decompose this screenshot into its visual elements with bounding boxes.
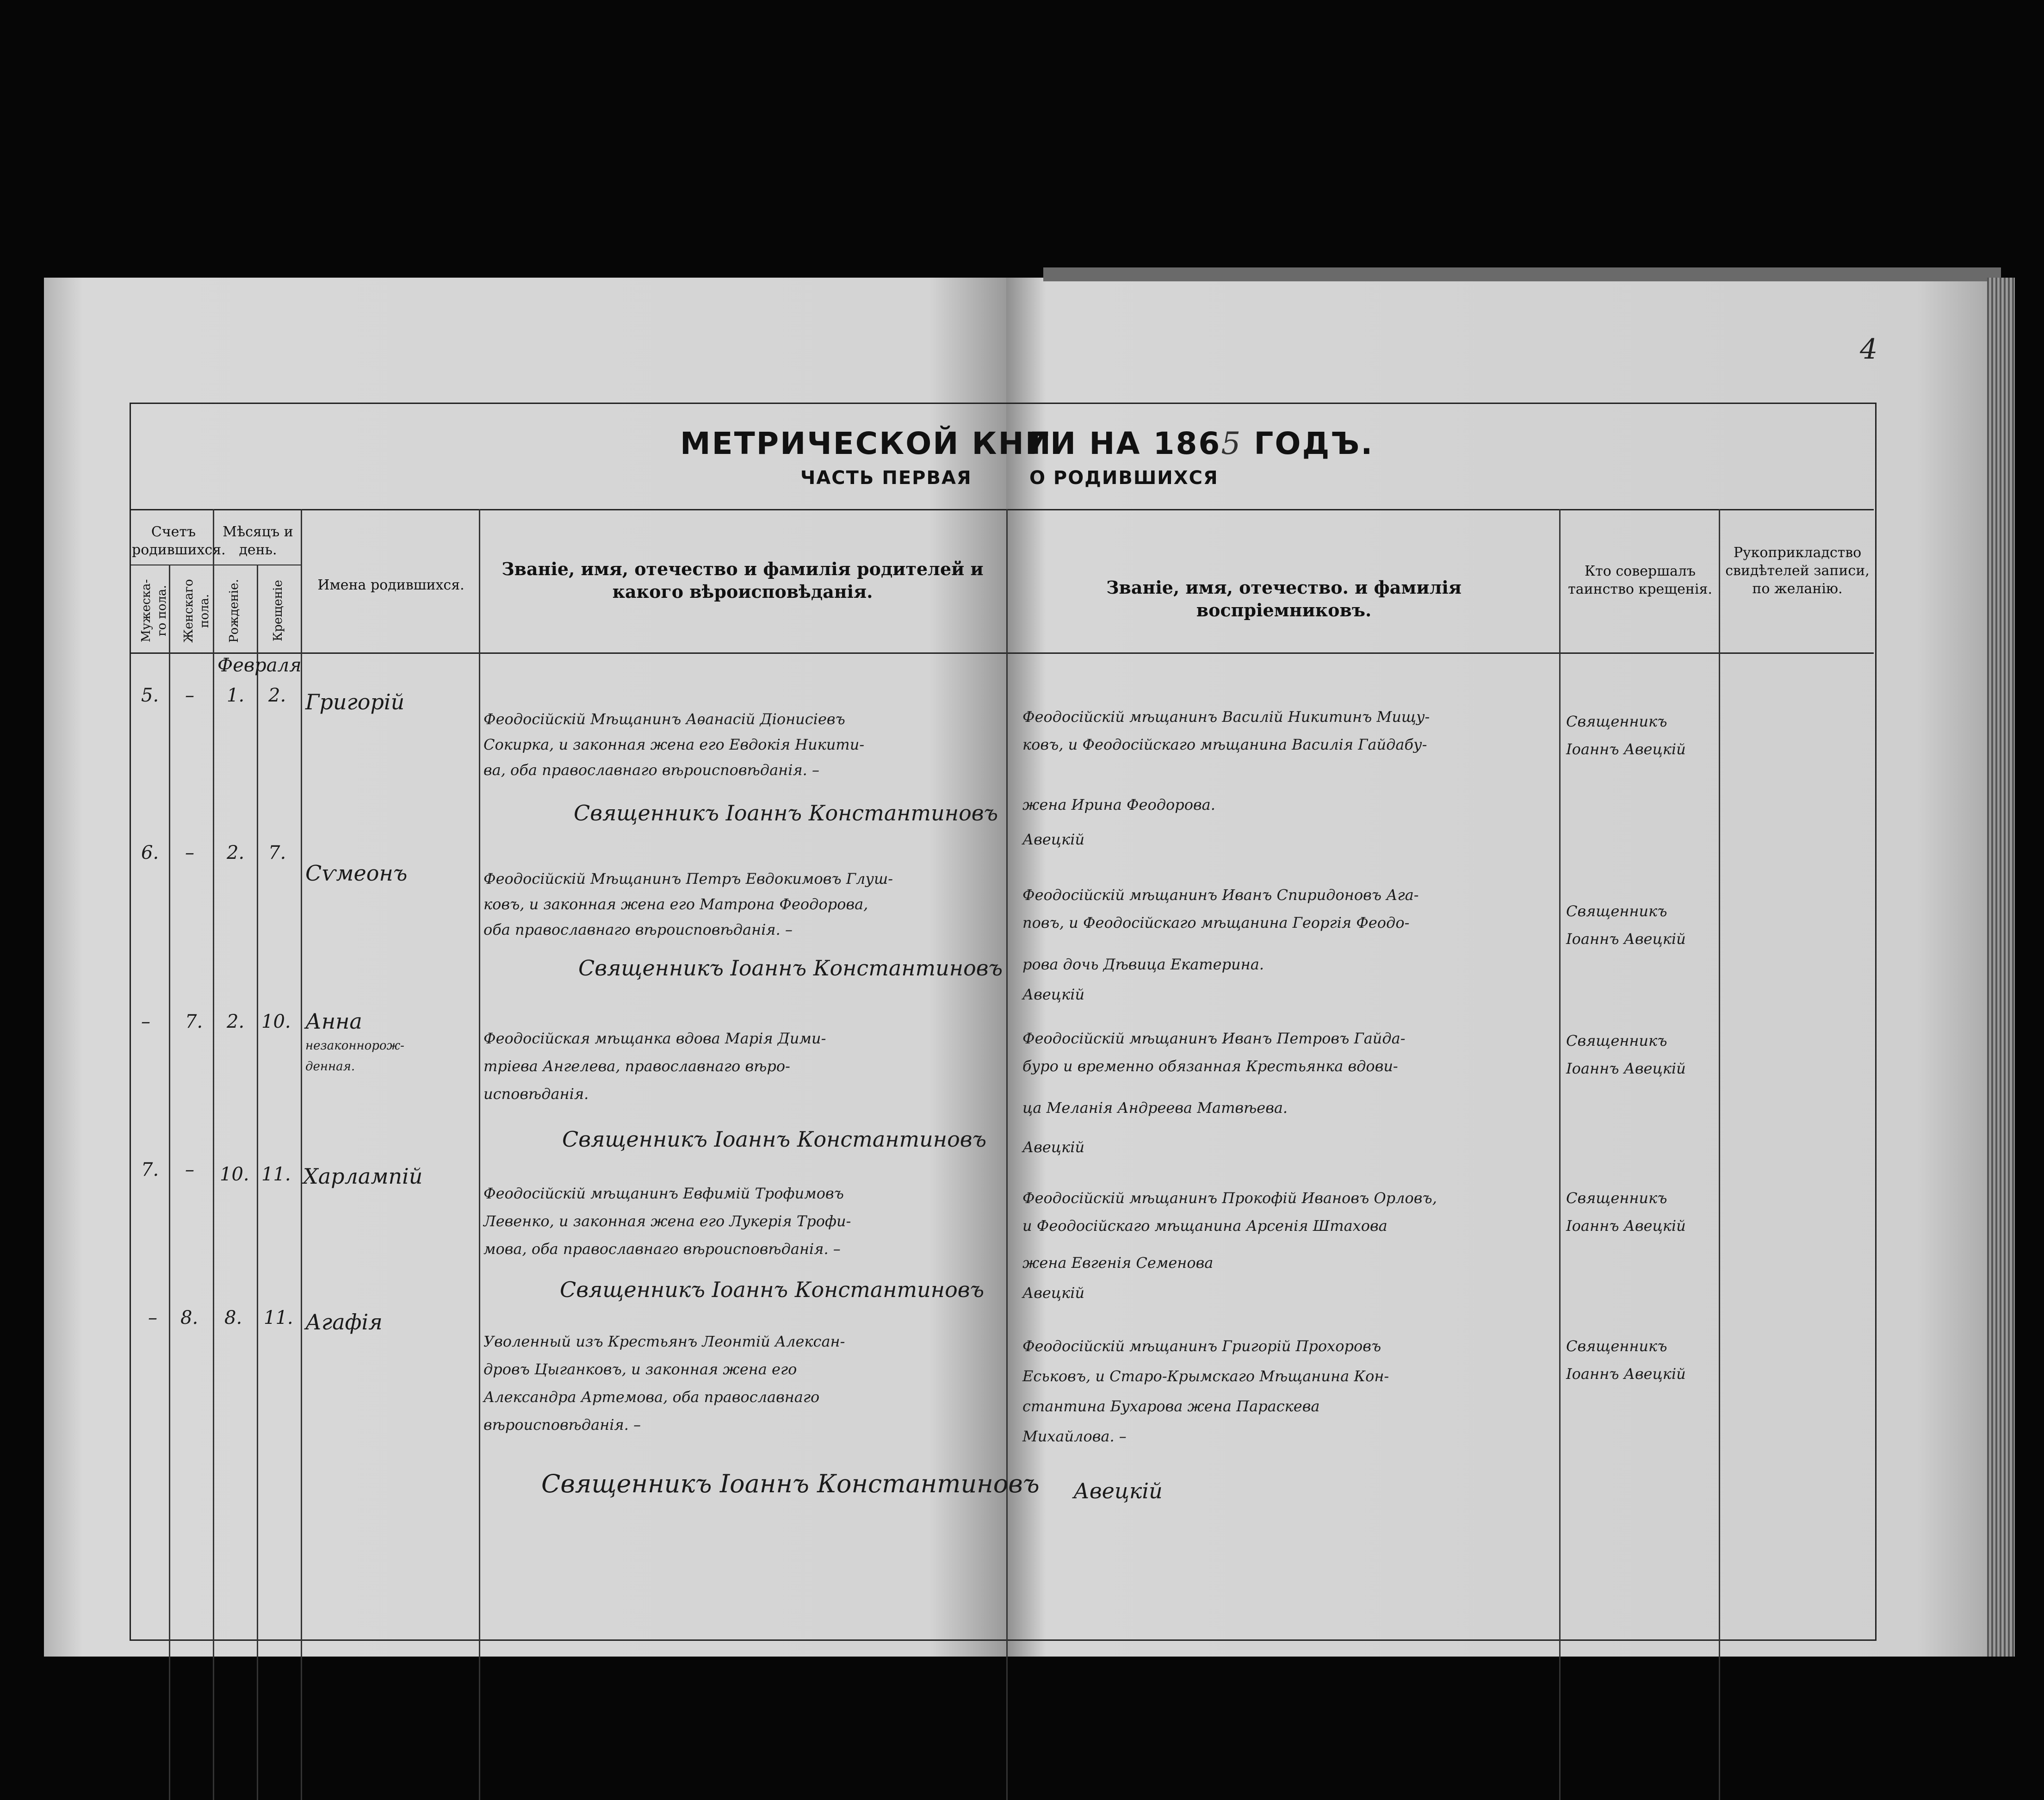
- parents-line: мова, оба православнаго вѣроисповѣданія. –: [483, 1240, 841, 1258]
- parents-line: вѣроисповѣданія. –: [483, 1416, 641, 1434]
- godparents-line: Феодосійскій мѣщанинъ Иванъ Спиридоновъ Ага-: [1022, 886, 1419, 904]
- godparents-signature: Авецкій: [1022, 1284, 1085, 1302]
- parents-line: Феодосійскій Мѣщанинъ Петръ Евдокимовъ Глуш-: [483, 870, 893, 888]
- godparents-signature: Авецкій: [1022, 986, 1085, 1003]
- priest-line: Священникъ: [1566, 902, 1667, 920]
- parents-line: ковъ, и законная жена его Матрона Феодорова,: [483, 895, 868, 913]
- part-subject: О РОДИВШИХСЯ: [1029, 467, 1219, 489]
- col-header-birth: Рожденіе.: [227, 579, 241, 643]
- female-count: 7.: [185, 1011, 203, 1032]
- col-divider-7: [1559, 509, 1561, 1800]
- col-header-godparents: Званіе, имя, отечество. и фамилія воспріемниковъ.: [1106, 577, 1462, 621]
- godparents-line: стантина Бухарова жена Параскева: [1022, 1397, 1320, 1415]
- parents-line: Левенко, и законная жена его Лукерія Трофи-: [483, 1212, 851, 1230]
- parents-signature: Священникъ Іоаннъ Константиновъ: [578, 956, 1003, 981]
- birth-day: 8.: [224, 1307, 242, 1328]
- parents-line: ва, оба православнаго вѣроисповѣданія. –: [483, 761, 819, 779]
- parents-signature: Священникъ Іоаннъ Константиновъ: [562, 1127, 987, 1152]
- parents-line: Сокирка, и законная жена его Евдокія Никити-: [483, 736, 865, 753]
- parents-line: Феодосійскій Мѣщанинъ Аѳанасій Діонисіевъ: [483, 710, 845, 728]
- page-number: 4: [1860, 333, 1878, 366]
- parents-line: Уволенный изъ Крестьянъ Леонтій Алексан-: [483, 1333, 845, 1350]
- priest-line: Іоаннъ Авецкій: [1566, 1217, 1686, 1235]
- godparents-line: Феодосійскій мѣщанинъ Прокофій Ивановъ Орловъ,: [1022, 1189, 1437, 1207]
- priest-line: Іоаннъ Авецкій: [1566, 930, 1686, 948]
- godparents-line: буро и временно обязанная Крестьянка вдови-: [1022, 1057, 1398, 1075]
- godparents-signature: Авецкій: [1073, 1478, 1163, 1503]
- male-count: 6.: [141, 842, 159, 863]
- birth-day: 2.: [227, 842, 245, 863]
- male-count: –: [148, 1307, 157, 1328]
- baptism-day: 10.: [261, 1011, 291, 1032]
- birth-day: 10.: [220, 1164, 249, 1185]
- child-name-note: денная.: [305, 1060, 355, 1074]
- godparents-signature: Авецкій: [1022, 1138, 1085, 1156]
- parents-signature: Священникъ Іоаннъ Константиновъ: [541, 1469, 1040, 1498]
- birth-day: 1.: [227, 685, 245, 706]
- col-divider-1: [169, 565, 170, 1800]
- godparents-line: Феодосійскій мѣщанинъ Василій Никитинъ Мищу-: [1022, 708, 1430, 726]
- header-bottom-rule: [130, 652, 1874, 654]
- col-header-baptism: Крещеніе: [271, 580, 285, 642]
- col-header-count: Счетъ родившихся.: [132, 524, 226, 558]
- godparents-line: ковъ, и Феодосійскаго мѣщанина Василія Гайдабу-: [1022, 736, 1427, 753]
- godparents-line: Феодосійскій мѣщанинъ Григорій Прохоровъ: [1022, 1337, 1381, 1355]
- child-name: Анна: [305, 1009, 362, 1034]
- priest-line: Іоаннъ Авецкій: [1566, 1365, 1686, 1383]
- col-divider-5: [479, 509, 480, 1800]
- col-header-male: Мужеска-го пола.: [139, 579, 169, 643]
- parents-line: исповѣданія.: [483, 1085, 589, 1103]
- female-count: –: [185, 1159, 194, 1180]
- child-name: Харлампій: [303, 1164, 423, 1189]
- title-right: ГИ НА 1865 ГОДЪ.: [1029, 426, 1374, 461]
- birth-day: 2.: [227, 1011, 245, 1032]
- month-note: Февраля: [217, 655, 302, 676]
- parents-line: оба православнаго вѣроисповѣданія. –: [483, 921, 793, 938]
- parents-line: Александра Артемова, оба православнаго: [483, 1388, 820, 1406]
- male-count: 5.: [141, 685, 159, 706]
- col-divider-4: [301, 509, 302, 1800]
- baptism-day: 11.: [261, 1164, 291, 1185]
- parents-signature: Священникъ Іоаннъ Константиновъ: [560, 1277, 985, 1302]
- godparents-line: ца Меланія Андреева Матвѣева.: [1022, 1099, 1288, 1117]
- child-name: Агафія: [305, 1310, 383, 1334]
- female-count: 8.: [180, 1307, 198, 1328]
- baptism-day: 11.: [264, 1307, 293, 1328]
- baptism-day: 7.: [268, 842, 286, 863]
- priest-line: Священникъ: [1566, 1189, 1667, 1207]
- parents-signature: Священникъ Іоаннъ Константиновъ: [574, 801, 998, 826]
- baptism-day: 2.: [268, 685, 286, 706]
- priest-line: Іоаннъ Авецкій: [1566, 1060, 1686, 1077]
- col-divider-6: [1006, 509, 1008, 1800]
- col-divider-2: [213, 509, 214, 1800]
- godparents-line: жена Евгенія Семенова: [1022, 1254, 1214, 1272]
- col-header-date: Мѣсяцъ и день.: [223, 524, 293, 558]
- priest-line: Священникъ: [1566, 713, 1667, 730]
- part-label: ЧАСТЬ ПЕРВАЯ: [800, 467, 972, 489]
- male-count: –: [141, 1011, 150, 1032]
- female-count: –: [185, 685, 194, 706]
- godparents-line: Михайлова. –: [1022, 1428, 1127, 1445]
- godparents-line: Феодосійскій мѣщанинъ Иванъ Петровъ Гайда-: [1022, 1030, 1406, 1047]
- godparents-signature: Авецкій: [1022, 831, 1085, 848]
- col-header-female: Женскаго пола.: [182, 579, 211, 643]
- col-header-parents: Званіе, имя, отечество и фамилія родителей и какого вѣроисповѣданія.: [502, 559, 984, 602]
- priest-line: Священникъ: [1566, 1032, 1667, 1049]
- parents-line: Феодосійскій мѣщанинъ Евфимій Трофимовъ: [483, 1185, 844, 1202]
- godparents-line: жена Ирина Феодорова.: [1022, 796, 1215, 813]
- col-divider-8: [1719, 509, 1720, 1800]
- col-header-priest: Кто совершалъ таинство крещенія.: [1568, 563, 1712, 597]
- col-divider-3: [257, 565, 258, 1800]
- priest-line: Іоаннъ Авецкій: [1566, 740, 1686, 758]
- col-header-signatures: Рукоприкладство свидѣтелей записи, по желанію.: [1725, 545, 1870, 597]
- col-header-names: Имена родившихся.: [317, 577, 465, 593]
- male-count: 7.: [141, 1159, 159, 1180]
- godparents-line: и Феодосійскаго мѣщанина Арсенія Штахова: [1022, 1217, 1387, 1235]
- female-count: –: [185, 842, 194, 863]
- child-name: Григорій: [305, 689, 405, 714]
- godparents-line: рова дочь Дѣвица Екатерина.: [1022, 956, 1264, 973]
- child-name-note: незаконнорож-: [305, 1039, 404, 1053]
- parents-line: дровъ Цыганковъ, и законная жена его: [483, 1360, 797, 1378]
- parents-line: тріева Ангелева, православнаго вѣро-: [483, 1057, 790, 1075]
- child-name: Сѵмеонъ: [305, 861, 408, 886]
- header-top-rule: [130, 509, 1874, 510]
- year-handwritten: 5: [1221, 426, 1242, 461]
- priest-line: Священникъ: [1566, 1337, 1667, 1355]
- godparents-line: Еськовъ, и Старо-Крымскаго Мѣщанина Кон-: [1022, 1367, 1389, 1385]
- title-left: МЕТРИЧЕСКОЙ КНИ: [680, 426, 1052, 461]
- godparents-line: повъ, и Феодосійскаго мѣщанина Георгія Феодо-: [1022, 914, 1410, 931]
- parents-line: Феодосійская мѣщанка вдова Марія Дими-: [483, 1030, 826, 1047]
